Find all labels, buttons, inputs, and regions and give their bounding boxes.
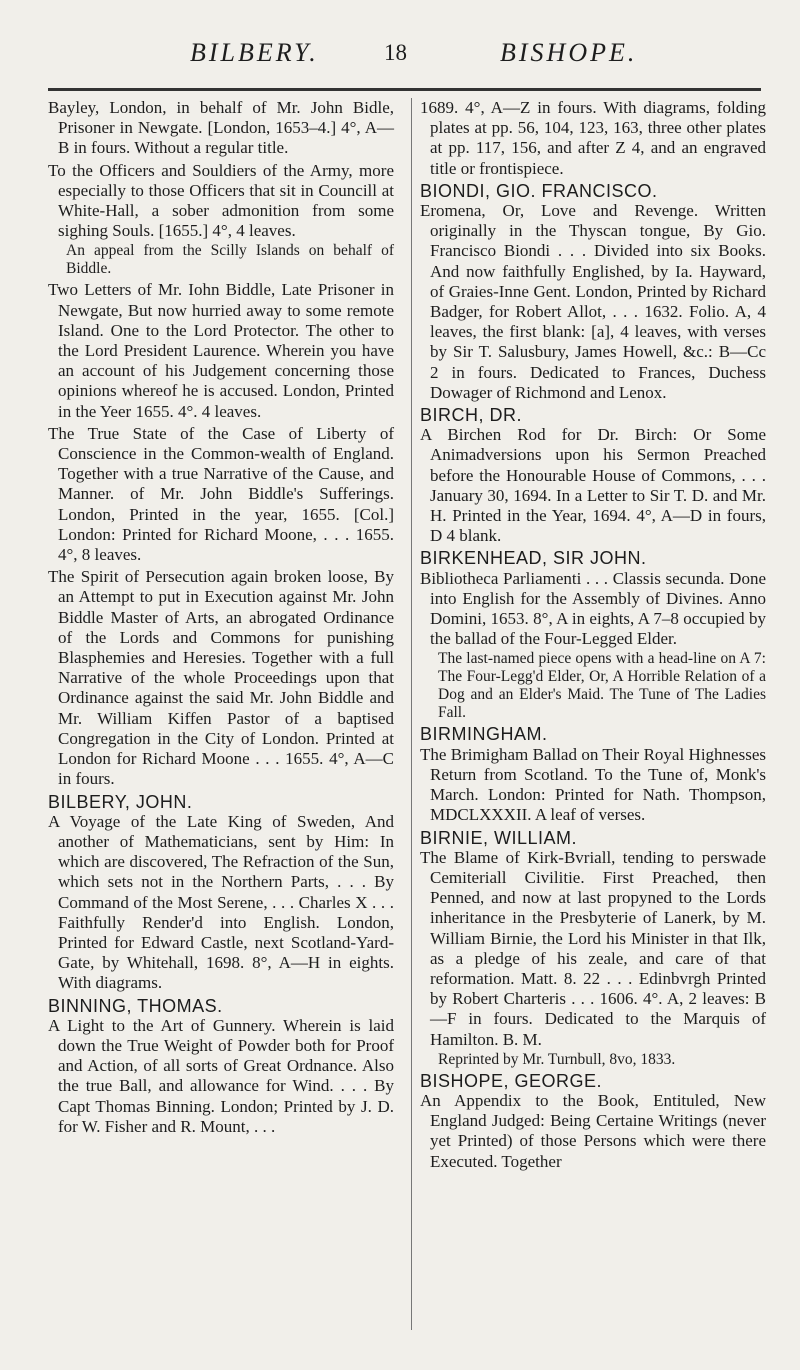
bibliographic-entry — [48, 161, 394, 279]
author-heading: BIONDI, GIO. FRANCISCO. — [420, 180, 658, 201]
running-head-left: BILBERY. — [190, 38, 319, 67]
right-column — [420, 98, 766, 1174]
left-column — [48, 98, 394, 1139]
page-number: 18 — [384, 40, 407, 65]
bibliographic-entry — [48, 424, 394, 565]
author-heading: BIRKENHEAD, SIR JOHN. — [420, 548, 647, 569]
entry-text: A Voyage of the Late King of Sweden, And another of Mathematicians, sent by Him: In which are discovered, The Refraction of the Sun, which sets not in the Northern Parts, . . . By Command of the Most Serene, . . . Charles X . . . Faithfully Render'd into English. London, Printed for Edward Castle, next Scotland-Yard-Gate, by Whitehall, 1698. 8°, A—H in eights. With diagrams. — [48, 811, 394, 993]
bibliographic-entry — [48, 98, 394, 159]
bibliographic-entry — [420, 201, 766, 403]
bibliographic-entry — [420, 1091, 766, 1172]
bibliographic-entry — [420, 425, 766, 546]
running-header — [0, 38, 800, 84]
author-group-biondi — [420, 181, 766, 403]
author-group-birkenhead — [420, 548, 766, 722]
bibliographic-entry — [420, 98, 766, 179]
entry-text: Eromena, Or, Love and Revenge. Written originally in the Thyscan tongue, By Gio. Francisco Biondi . . . Divided into six Books. And now faithfully Englished, by Ia. Hayward, of Graies-Inne Gent. London, Printed by Richard Badger, for Robert Allot, . . . 1632. Folio. A, 4 leaves, the first blank: [a], 4 leaves, with verses by Sir T. Salusbury, James Howell, &c.: B—Cc 2 in fours. Dedicated to Frances, Duchess Dowager of Richmond and Lenox. — [420, 201, 766, 402]
entry-text: Bayley, London, in behalf of Mr. John Bidle, Prisoner in Newgate. [London, 1653–4.] 4°, A—B in fours. Without a regular title. — [48, 98, 394, 158]
author-group-bilbery — [48, 792, 394, 994]
author-heading: BIRCH, DR. — [420, 405, 523, 426]
bibliographic-entry — [48, 812, 394, 994]
author-group-birmingham — [420, 724, 766, 825]
author-group-birch — [420, 405, 766, 546]
bibliographic-entry — [420, 745, 766, 826]
author-heading: BINNING, THOMAS. — [48, 995, 223, 1016]
author-heading: BISHOPE, GEORGE. — [420, 1070, 603, 1091]
author-group-bishope — [420, 1071, 766, 1172]
entry-text: The Spirit of Persecution again broken loose, By an Attempt to put in Execution against Mr. John Biddle Master of Arts, an abrogated Ordinance of the Lords and Commons for punishing Blasphemies and Heresies. Together with a full Narrative of the whole Proceedings upon that Ordinance against the said Mr. John Biddle and Mr. William Kiffen Pastor of a baptised Congregation in the City of London. Printed at London for Richard Moone . . . 1655. 4°, A—C in fours. — [48, 567, 394, 789]
entry-text: Bibliotheca Parliamenti . . . Classis secunda. Done into English for the Assembly of Divines. Anno Domini, 1653. 8°, A in eights, A 7–8 occupied by the ballad of the Four-Legged Elder. — [420, 568, 766, 649]
entry-text: An Appendix to the Book, Entituled, New England Judged: Being Certaine Writings (never yet Printed) of those Persons which were there Executed. Together — [420, 1090, 766, 1171]
bibliographic-entry — [48, 567, 394, 789]
entry-note: Reprinted by Mr. Turnbull, 8vo, 1833. — [438, 1050, 676, 1068]
bibliographic-entry — [48, 280, 394, 421]
author-group-birnie — [420, 828, 766, 1069]
entry-text: The True State of the Case of Liberty of Conscience in the Common-wealth of England. Together with a true Narrative of the Cause, and Manner. of Mr. John Biddle's Sufferings. London, Printed in the year, 1655. [Col.] London: Printed for Richard Moone, . . . 1655. 4°, 8 leaves. — [48, 423, 394, 565]
entry-text: 1689. 4°, A—Z in fours. With diagrams, folding plates at pp. 56, 104, 123, 163, three other plates at pp. 117, 156, and after Z 4, and an engraved title or frontispiece. — [420, 98, 766, 178]
entry-note: An appeal from the Scilly Islands on behalf of Biddle. — [66, 242, 394, 278]
entry-text: A Light to the Art of Gunnery. Wherein is laid down the True Weight of Powder both for Proof and Action, of all sorts of Great Ordnance. Also the true Ball, and allowance for Wind. . . . By Capt Thomas Binning. London; Printed by J. D. for W. Fisher and R. Mount, . . . — [48, 1015, 394, 1136]
entry-note: The last-named piece opens with a head-line on A 7: The Four-Legg'd Elder, Or, A Horrible Relation of a Dog and an Elder's Maid. The Tune of The Ladies Fall. — [438, 650, 766, 722]
running-head-right: BISHOPE. — [500, 38, 638, 67]
bibliographic-entry — [420, 848, 766, 1069]
entry-text: The Brimigham Ballad on Their Royal Highnesses Return from Scotland. To the Tune of, Monk's March. London: Printed for Nath. Thompson, MDCLXXXII. A leaf of verses. — [420, 744, 766, 825]
author-heading: BIRMINGHAM. — [420, 724, 548, 745]
bibliographic-entry — [48, 1016, 394, 1137]
bibliographic-entry — [420, 569, 766, 723]
entry-text: To the Officers and Souldiers of the Army, more especially to those Officers that sit in Councill at White-Hall, a sober admonition from some sighing Souls. [1655.] 4°, 4 leaves. — [48, 160, 394, 241]
author-heading: BILBERY, JOHN. — [48, 791, 193, 812]
author-heading: BIRNIE, WILLIAM. — [420, 827, 578, 848]
entry-text: A Birchen Rod for Dr. Birch: Or Some Animadversions upon his Sermon Preached before the Honourable House of Commons, . . . January 30, 1694. In a Letter to Sir T. D. and Mr. H. Printed in the Year, 1694. 4°, A—D in fours, D 4 blank. — [420, 425, 766, 546]
author-group-binning — [48, 996, 394, 1137]
entry-text: Two Letters of Mr. Iohn Biddle, Late Prisoner in Newgate, But now hurried away to some remote Island. One to the Lord Protector. The other to the Lord President Laurence. Wherein you have an account of his Judgement concerning those opinions whereof he is accused. London, Printed in the Yeer 1655. 4°. 4 leaves. — [48, 280, 394, 421]
entry-text: The Blame of Kirk-Bvriall, tending to perswade Cemiteriall Civilitie. First Preached, then Penned, and now at last propyned to the Lords inheritance in the Presbyterie of Lanerk, by M. William Birnie, the Lord his Minister in that Ilk, as a pledge of his zeale, and care of that reformation. Matt. 8. 22 . . . Edinbvrgh Printed by Robert Charteris . . . 1606. 4°. A, 2 leaves: B—F in fours. Dedicated to the Marquis of Hamilton. B. M. — [420, 847, 766, 1049]
header-rule — [48, 88, 761, 91]
column-divider — [411, 98, 412, 1330]
